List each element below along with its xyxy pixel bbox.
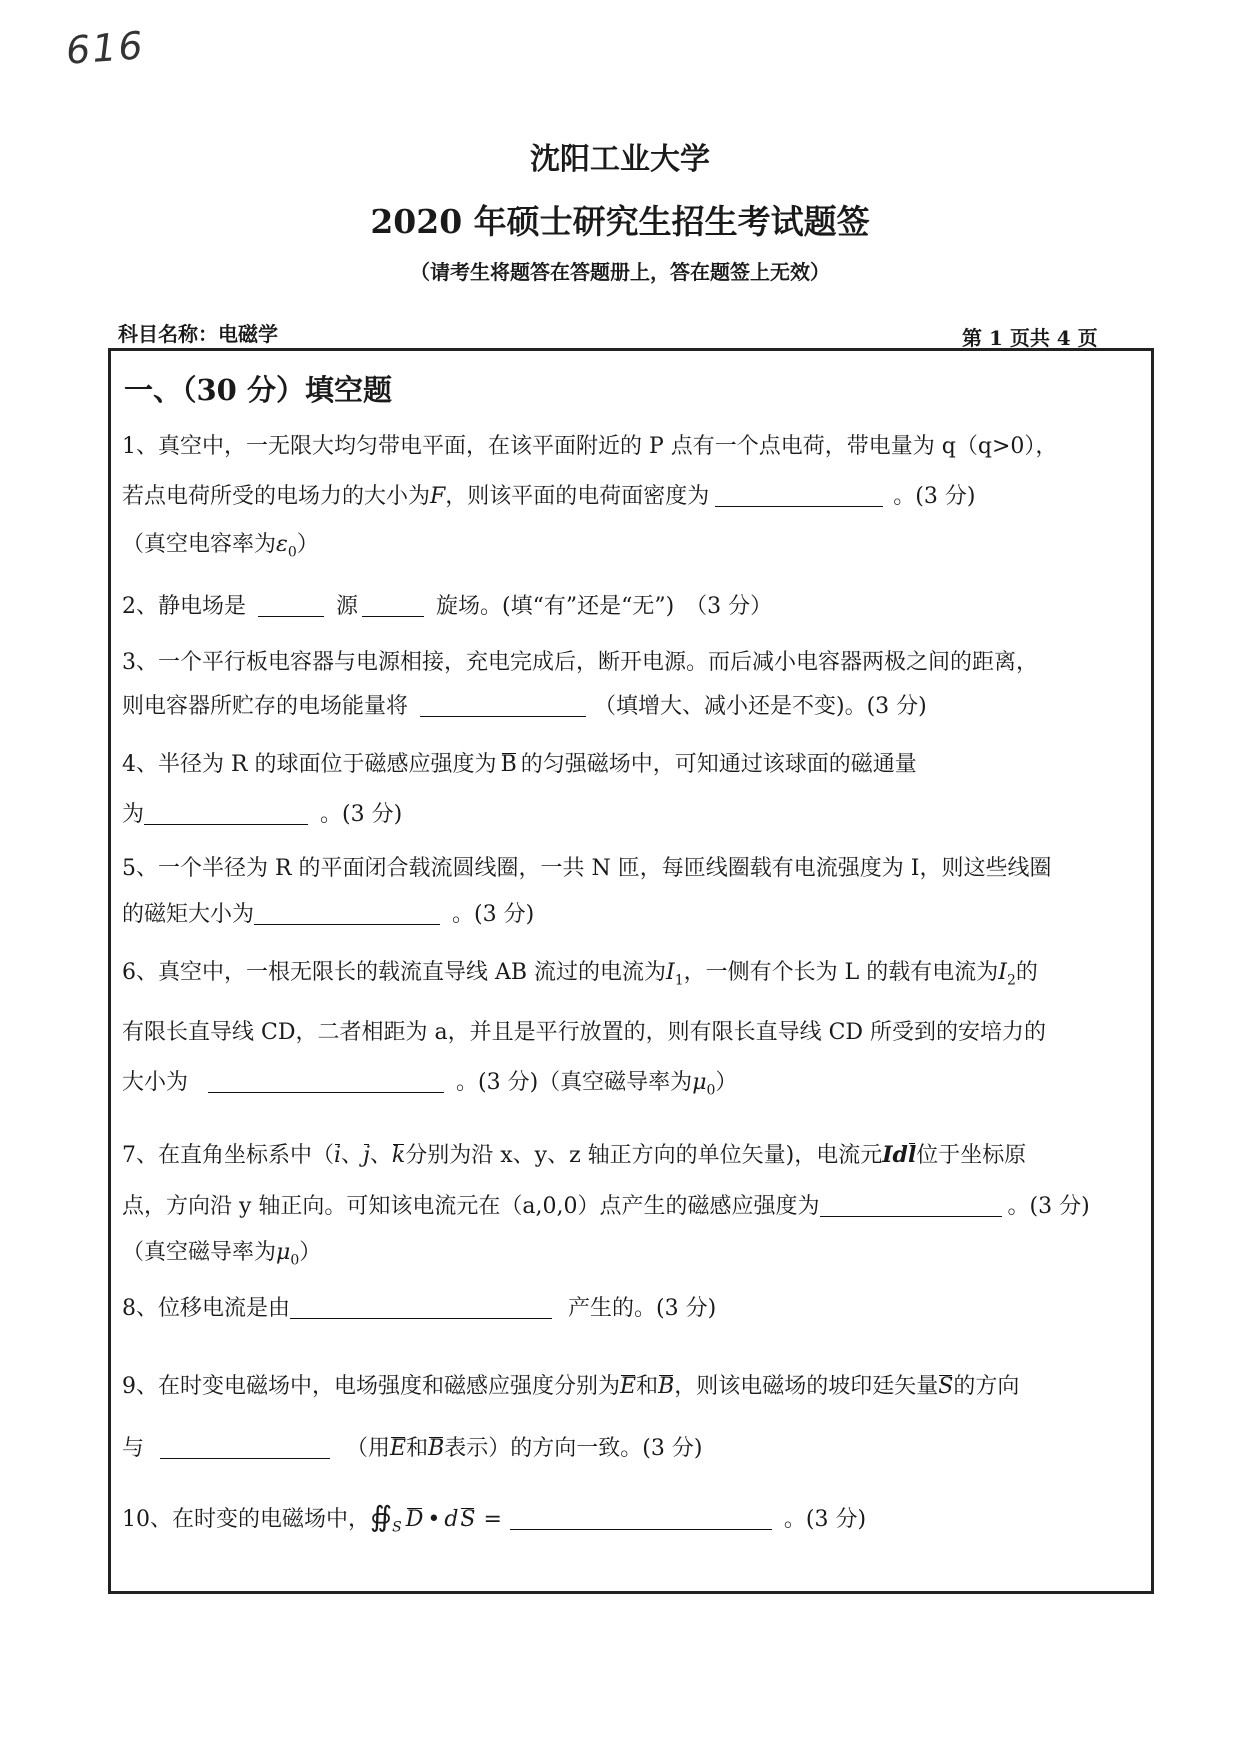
- q1-note-close: ）: [296, 532, 319, 557]
- q6-text-1: 6、真空中，一根无限长的载流直导线 AB 流过的电流为: [122, 960, 667, 985]
- q7-mu-symbol: μ: [276, 1240, 291, 1265]
- q9-text-5: （用: [346, 1436, 391, 1461]
- q1-answer-blank[interactable]: [715, 484, 883, 507]
- q4-b-vector: B: [500, 752, 517, 777]
- q10-d-vector: D: [405, 1507, 424, 1532]
- q4-text-3: 为: [122, 802, 145, 827]
- q9-text-3: 的方向: [953, 1374, 1020, 1399]
- question-5-line-2: [122, 902, 534, 928]
- q1-epsilon-symbol: ε: [276, 532, 288, 557]
- q6-text-3: 的: [1015, 960, 1038, 985]
- q10-text-1: 10、在时变的电磁场中，: [122, 1507, 370, 1532]
- q8-text-2: 产生的。(3 分): [568, 1296, 717, 1321]
- question-6-line-3: [122, 1070, 737, 1099]
- q9-text-6: 表示）的方向一致。(3 分): [444, 1436, 703, 1461]
- handwritten-note: 616: [64, 23, 146, 73]
- q3-text-2: （填增大、减小还是不变)。(3 分): [594, 694, 927, 719]
- q2-answer-blank-1[interactable]: [258, 594, 324, 617]
- q7-text-5: （真空磁导率为: [122, 1240, 277, 1265]
- q9-text-1: 9、在时变电磁场中，电场强度和磁感应强度分别为: [122, 1374, 620, 1399]
- exam-notice: （请考生将题答在答题册上，答在题签上无效）: [410, 260, 830, 284]
- q9-b-vector: B: [658, 1374, 675, 1399]
- q7-mu-sub: 0: [290, 1252, 300, 1269]
- q5-answer-blank[interactable]: [254, 902, 440, 925]
- section-title: 一、（30 分）填空题: [124, 373, 392, 407]
- question-5-line-1: 5、一个半径为 R 的平面闭合载流圆线圈，一共 N 匝，每匝线圈载有电流强度为 I，则这些线圈: [122, 856, 1052, 881]
- q1-note-open: （真空电容率为: [122, 532, 277, 557]
- question-10-line-1: [122, 1500, 866, 1536]
- q9-text-4: 与: [122, 1436, 145, 1461]
- q10-answer-blank[interactable]: [510, 1507, 772, 1530]
- q1-text-2: ，则该平面的电荷面密度为: [445, 484, 710, 509]
- question-2-line-1: [122, 594, 772, 620]
- q4-text-1: 4、半径为 R 的球面位于磁感应强度为: [122, 752, 497, 777]
- q3-text-1: 则电容器所贮存的电场能量将: [122, 694, 409, 719]
- question-7-line-3: [122, 1240, 321, 1269]
- q4-text-2: 的匀强磁场中，可知通过该球面的磁通量: [520, 752, 917, 777]
- q5-score: 。(3 分): [452, 902, 535, 927]
- question-1-line-3: [122, 532, 319, 561]
- question-1-line-2: [122, 484, 975, 510]
- q7-text-3: 位于坐标原: [916, 1143, 1027, 1168]
- q4-score: 。(3 分): [320, 802, 403, 827]
- q7-text-1: 7、在直角坐标系中（: [122, 1143, 334, 1168]
- q6-text-4: 大小为: [122, 1070, 189, 1095]
- question-1-line-1: 1、真空中，一无限大均匀带电平面，在该平面附近的 P 点有一个点电荷，带电量为 q（q>0），: [122, 434, 1058, 459]
- q10-d-symbol: d: [444, 1507, 459, 1532]
- q6-mu-sub: 0: [706, 1082, 716, 1099]
- q1-score: 。(3 分): [893, 484, 976, 509]
- q6-i1-symbol: I: [666, 960, 675, 985]
- q4-answer-blank[interactable]: [144, 802, 308, 825]
- question-6-line-2: 有限长直导线 CD，二者相距为 a，并且是平行放置的，则有限长直导线 CD 所受到的安培力的: [122, 1020, 1047, 1045]
- q9-answer-blank[interactable]: [160, 1436, 330, 1459]
- q7-k-vector: k: [391, 1143, 406, 1168]
- q10-integral-sub: S: [392, 1519, 402, 1536]
- q10-score: 。(3 分): [783, 1507, 867, 1532]
- q10-surface-integral-symbol: ∯: [370, 1500, 393, 1533]
- q2-answer-blank-2[interactable]: [362, 594, 424, 617]
- q2-text-1: 2、静电场是: [122, 594, 246, 619]
- q6-i2-sub: 2: [1006, 972, 1016, 989]
- q6-i1-sub: 1: [674, 972, 684, 989]
- q1-epsilon-sub: 0: [287, 544, 297, 561]
- q2-text-3: 旋场。(填“有”还是“无”) （3 分）: [436, 594, 773, 619]
- q7-i-vector: i: [334, 1143, 342, 1168]
- question-4-line-2: [122, 802, 402, 828]
- q9-b-vector-2: B: [428, 1436, 445, 1461]
- q2-text-2: 源: [336, 594, 359, 619]
- q3-answer-blank[interactable]: [420, 694, 586, 717]
- question-7-line-2: [122, 1194, 1090, 1220]
- q7-j-vector: j: [363, 1143, 370, 1168]
- question-3-line-2: [122, 694, 927, 720]
- q8-answer-blank[interactable]: [290, 1296, 552, 1319]
- page-info: 第 1 页共 4 页: [962, 326, 1098, 350]
- q9-and: 和: [636, 1374, 659, 1399]
- q7-sep-2: 、: [369, 1143, 392, 1168]
- q9-e-vector-2: E: [390, 1436, 407, 1461]
- q7-score: 。(3 分): [1007, 1194, 1090, 1219]
- q9-s-vector: S: [938, 1374, 954, 1399]
- question-7-line-1: [122, 1142, 1026, 1169]
- q7-l-vector: l: [907, 1142, 917, 1168]
- q6-text-5: 。(3 分)（真空磁导率为: [456, 1070, 693, 1095]
- q10-dot: •: [427, 1507, 441, 1532]
- question-9-line-2: [122, 1436, 702, 1462]
- university-name: 沈阳工业大学: [530, 142, 710, 177]
- question-6-line-1: [122, 960, 1038, 989]
- q5-text-1: 的磁矩大小为: [122, 902, 255, 927]
- question-4-line-1: [122, 752, 917, 778]
- q10-equals: =: [483, 1507, 502, 1532]
- q7-sep-1: 、: [341, 1143, 364, 1168]
- question-8-line-1: [122, 1296, 716, 1322]
- q9-e-vector: E: [620, 1374, 637, 1399]
- question-9-line-1: [122, 1374, 1019, 1400]
- q6-mu-symbol: μ: [692, 1070, 707, 1095]
- q7-text-4: 点，方向沿 y 轴正向。可知该电流元在（a,0,0）点产生的磁感应强度为: [122, 1194, 820, 1219]
- q8-text-1: 8、位移电流是由: [122, 1296, 290, 1321]
- q7-answer-blank[interactable]: [820, 1194, 1002, 1217]
- q1-force-symbol: F: [430, 484, 446, 509]
- q7-idl-symbol: Id: [882, 1142, 908, 1168]
- q7-text-2: 分别为沿 x、y、z 轴正方向的单位矢量)，电流元: [405, 1143, 883, 1168]
- q9-text-2: ，则该电磁场的坡印廷矢量: [674, 1374, 939, 1399]
- q6-text-2: ，一侧有个长为 L 的载有电流为: [683, 960, 999, 985]
- q6-answer-blank[interactable]: [208, 1070, 444, 1093]
- question-3-line-1: 3、一个平行板电容器与电源相接，充电完成后，断开电源。而后减小电容器两极之间的距离，: [122, 650, 1039, 675]
- exam-title: 2020 年硕士研究生招生考试题签: [370, 202, 870, 241]
- subject-name: 科目名称：电磁学: [118, 322, 278, 346]
- q10-s-vector: S: [460, 1507, 476, 1532]
- q7-text-6: ）: [299, 1240, 322, 1265]
- q9-and-2: 和: [406, 1436, 429, 1461]
- q6-text-6: ）: [715, 1070, 738, 1095]
- q6-i2-symbol: I: [998, 960, 1007, 985]
- q1-text: 若点电荷所受的电场力的大小为: [122, 484, 431, 509]
